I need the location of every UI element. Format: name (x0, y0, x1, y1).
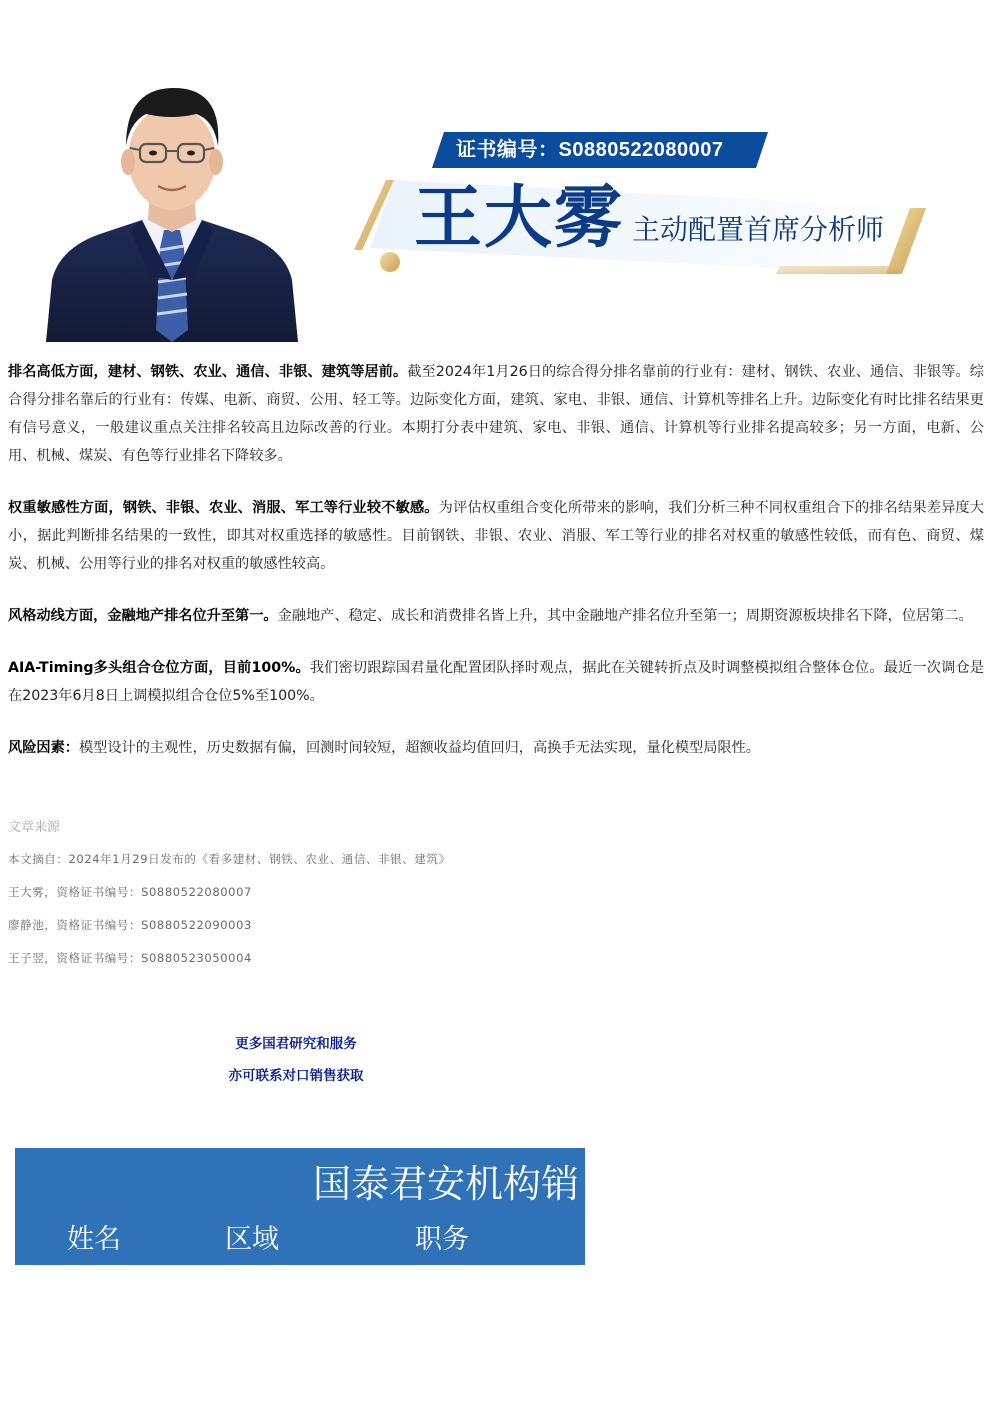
analyst-banner (0, 0, 992, 345)
analyst-photo (46, 80, 298, 342)
paragraph-text: 金融地产、稳定、成长和消费排名皆上升，其中金融地产排名位升至第一；周期资源板块排名下降，位居第二。 (277, 608, 973, 624)
sales-contact-table-header (15, 1148, 585, 1265)
table-title: 国泰君安机构销 (313, 1162, 580, 1206)
column-header-region: 区域 (225, 1224, 279, 1255)
paragraph-text: 为评估权重组合变化所带来的影响，我们分析三种不同权重组合下的排名结果差异度大小，据此判断排名结果的一致性，即其对权重选择的敏感性。目前钢铁、非银、农业、消服、军工等行业的排名对权重的敏感性较低，而有色、商贸、煤炭、机械、公用等行业的排名对权重的敏感性较高。 (8, 500, 984, 572)
paragraph-lead: 风险因素： (8, 740, 79, 756)
more-services-line: 更多国君研究和服务 (235, 1036, 357, 1052)
paragraph-lead: AIA-Timing多头组合仓位方面，目前100%。 (8, 660, 310, 676)
paragraph-risk-factors (8, 734, 984, 762)
paragraph-lead: 权重敏感性方面，钢铁、非银、农业、消服、军工等行业较不敏感。 (8, 500, 439, 516)
certificate-number: 证书编号：S0880522080007 (456, 139, 724, 161)
article-body (8, 358, 984, 786)
paragraph-weight-sensitivity (8, 494, 984, 578)
source-line: 王大雾，资格证书编号：S0880522080007 (8, 885, 252, 899)
paragraph-text: 截至2024年1月26日的综合得分排名靠前的行业有：建材、钢铁、农业、通信、非银等。综合得分排名靠后的行业有：传媒、电新、商贸、公用、轻工等。边际变化方面，建筑、家电、非银、通信、计算机等排名上升。边际变化有时比排名结果更有信号意义，一般建议重点关注排名较高且边际改善的行业。本期打分表中建筑、家电、非银、通信、计算机等行业排名提高较多；另一方面，电新、公用、机械、煤炭、有色等行业排名下降较多。 (8, 364, 984, 464)
source-line: 廖静池，资格证书编号：S0880522090003 (8, 918, 252, 932)
more-services (196, 1028, 396, 1092)
contact-sales-line: 亦可联系对口销售获取 (228, 1068, 364, 1084)
analyst-title: 主动配置首席分析师 (632, 213, 885, 246)
source-line: 王子翌，资格证书编号：S0880523050004 (8, 951, 252, 965)
paragraph-lead: 风格动线方面，金融地产排名位升至第一。 (8, 608, 278, 624)
source-heading: 文章来源 (8, 820, 61, 835)
paragraph-lead: 排名高低方面，建材、钢铁、农业、通信、非银、建筑等居前。 (8, 364, 408, 380)
paragraph-text: 模型设计的主观性，历史数据有偏，回测时间较短，超额收益均值回归，高换手无法实现，量化模型局限性。 (78, 740, 760, 756)
article-source (8, 816, 708, 982)
paragraph-style-rotation (8, 602, 984, 630)
paragraph-timing-position (8, 654, 984, 710)
analyst-name: 王大雾 (414, 178, 625, 258)
column-header-position: 职务 (415, 1224, 469, 1255)
paragraph-industry-ranking (8, 358, 984, 470)
column-header-name: 姓名 (67, 1224, 121, 1255)
paragraph-text: 我们密切跟踪国君量化配置团队择时观点，据此在关键转折点及时调整模拟组合整体仓位。最近一次调仓是在2023年6月8日上调模拟组合仓位5%至100%。 (8, 660, 984, 704)
source-line: 本文摘自：2024年1月29日发布的《看多建材、钢铁、农业、通信、非银、建筑》 (8, 852, 451, 866)
